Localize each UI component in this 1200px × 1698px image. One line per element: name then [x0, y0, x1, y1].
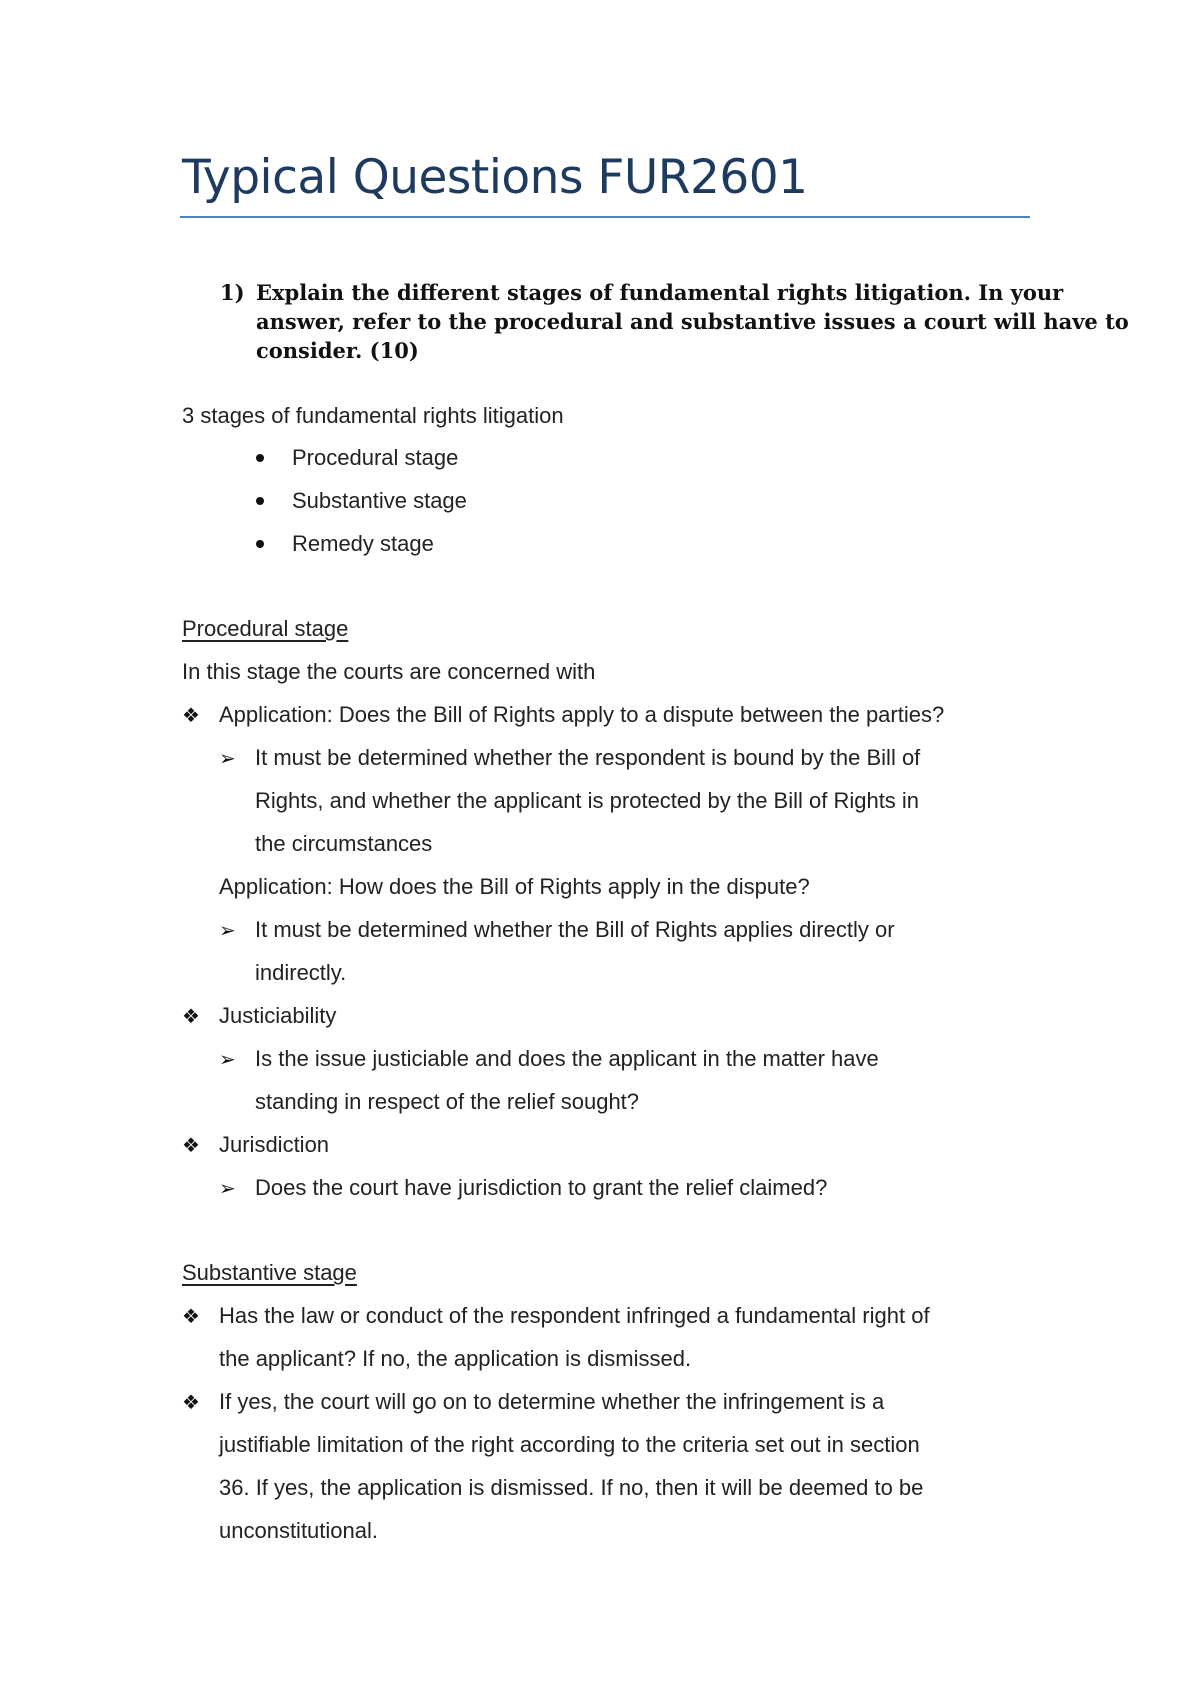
- filled-dot-icon: [256, 540, 264, 548]
- substantive-line: the applicant? If no, the application is dismissed.: [219, 1346, 692, 1371]
- stage-list-item: Substantive stage: [292, 488, 467, 513]
- arrowhead-bullet-icon: ➢: [219, 1176, 236, 1200]
- title-underline-rule: [180, 216, 1030, 218]
- stage-list-item: Remedy stage: [292, 531, 434, 556]
- four-diamond-bullet-icon: ❖: [182, 1390, 200, 1414]
- stages-intro: 3 stages of fundamental rights litigation: [182, 403, 564, 428]
- four-diamond-bullet-icon: ❖: [182, 1304, 200, 1328]
- procedural-line: Jurisdiction: [219, 1132, 330, 1157]
- four-diamond-bullet-icon: ❖: [182, 1004, 200, 1028]
- procedural-intro: In this stage the courts are concerned with: [182, 659, 596, 684]
- procedural-line: Application: Does the Bill of Rights apply to a dispute between the parties?: [219, 702, 945, 727]
- arrowhead-bullet-icon: ➢: [219, 1047, 236, 1071]
- procedural-line: Is the issue justiciable and does the applicant in the matter have: [255, 1046, 879, 1071]
- procedural-line: Application: How does the Bill of Rights apply in the dispute?: [219, 874, 810, 899]
- four-diamond-bullet-icon: ❖: [182, 1133, 200, 1157]
- stage-list-item: Procedural stage: [292, 445, 459, 470]
- question-line: Explain the different stages of fundamental rights litigation. In your: [256, 280, 1064, 305]
- document-title: Typical Questions FUR2601: [182, 150, 808, 205]
- substantive-line: unconstitutional.: [219, 1518, 378, 1543]
- procedural-line: Justiciability: [219, 1003, 337, 1028]
- question-number: 1): [220, 280, 245, 305]
- procedural-line: Rights, and whether the applicant is protected by the Bill of Rights in: [255, 788, 920, 813]
- procedural-line: Does the court have jurisdiction to grant the relief claimed?: [255, 1175, 828, 1200]
- procedural-line: It must be determined whether the respondent is bound by the Bill of: [255, 745, 921, 770]
- arrowhead-bullet-icon: ➢: [219, 918, 236, 942]
- arrowhead-bullet-icon: ➢: [219, 746, 236, 770]
- procedural-line: the circumstances: [255, 831, 433, 856]
- substantive-line: justifiable limitation of the right according to the criteria set out in section: [219, 1432, 920, 1457]
- four-diamond-bullet-icon: ❖: [182, 703, 200, 727]
- substantive-line: If yes, the court will go on to determine whether the infringement is a: [219, 1389, 885, 1414]
- substantive-line: Has the law or conduct of the respondent infringed a fundamental right of: [219, 1303, 930, 1328]
- question-line: consider. (10): [256, 338, 419, 363]
- procedural-line: standing in respect of the relief sought?: [255, 1089, 640, 1114]
- filled-dot-icon: [256, 497, 264, 505]
- procedural-heading: Procedural stage: [182, 616, 349, 641]
- procedural-line: indirectly.: [255, 960, 347, 985]
- substantive-line: 36. If yes, the application is dismissed. If no, then it will be deemed to be: [219, 1475, 924, 1500]
- question-line: answer, refer to the procedural and substantive issues a court will have to: [256, 309, 1129, 334]
- filled-dot-icon: [256, 454, 264, 462]
- procedural-line: It must be determined whether the Bill of Rights applies directly or: [255, 917, 895, 942]
- substantive-heading: Substantive stage: [182, 1260, 357, 1285]
